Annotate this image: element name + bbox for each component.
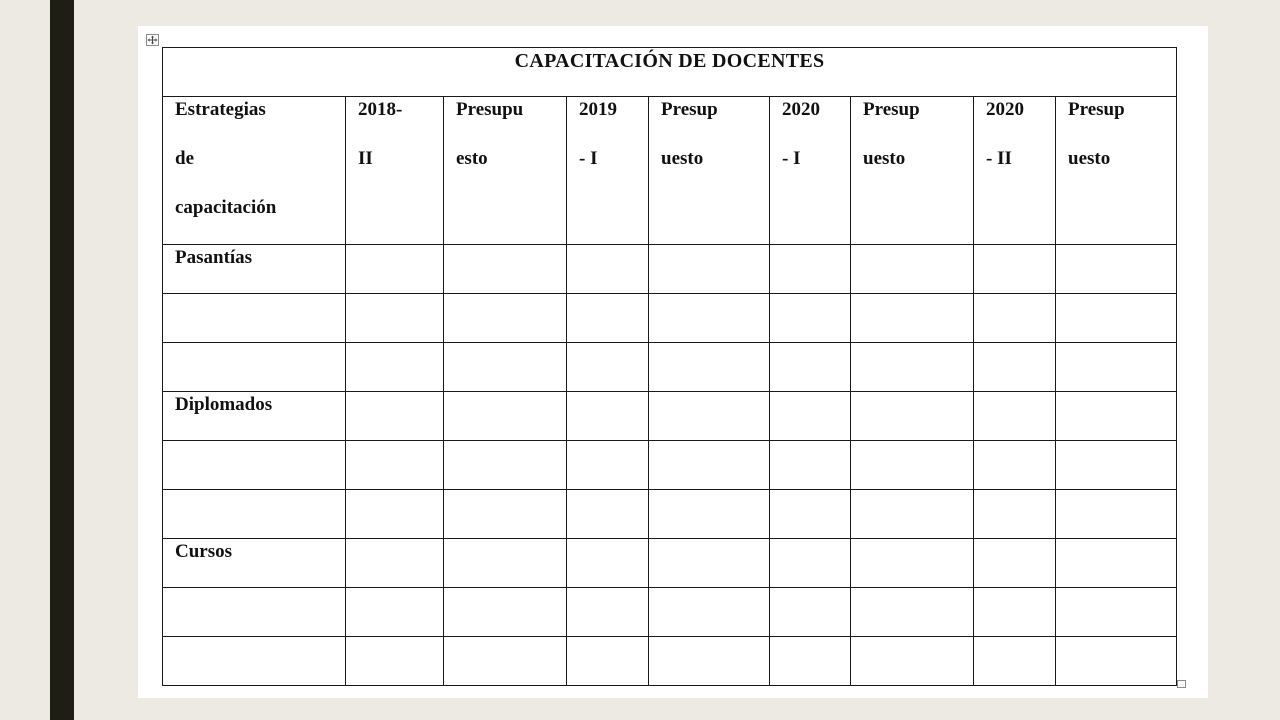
- table-cell[interactable]: [346, 294, 444, 343]
- title-row: [163, 48, 1177, 97]
- table-cell[interactable]: [1056, 294, 1177, 343]
- table-cell[interactable]: [567, 588, 649, 637]
- table-cell[interactable]: [444, 343, 567, 392]
- table-row: [163, 245, 1177, 294]
- table-cell[interactable]: [1056, 588, 1177, 637]
- table-cell[interactable]: [444, 539, 567, 588]
- column-header[interactable]: [974, 97, 1056, 245]
- table-title: CAPACITACIÓN DE DOCENTES: [163, 48, 1177, 97]
- row-label-cell[interactable]: [163, 588, 346, 637]
- table-cell[interactable]: [1056, 637, 1177, 686]
- table-cell[interactable]: [567, 343, 649, 392]
- table-row: [163, 588, 1177, 637]
- table-cell[interactable]: [567, 637, 649, 686]
- table-cell[interactable]: [974, 539, 1056, 588]
- table-row: [163, 294, 1177, 343]
- table-cell[interactable]: [649, 245, 770, 294]
- table-cell[interactable]: [346, 343, 444, 392]
- table-row: [163, 490, 1177, 539]
- table-cell[interactable]: [346, 441, 444, 490]
- table-cell[interactable]: [974, 294, 1056, 343]
- column-header-line: - I: [579, 148, 598, 169]
- table-cell[interactable]: [974, 588, 1056, 637]
- table-cell[interactable]: [974, 392, 1056, 441]
- column-header-line: Presup: [661, 99, 718, 120]
- table-cell[interactable]: [567, 245, 649, 294]
- column-header-line: II: [358, 148, 373, 169]
- table-cell[interactable]: [770, 441, 851, 490]
- column-header-line: Presup: [1068, 99, 1125, 120]
- table-cell[interactable]: [974, 441, 1056, 490]
- table-cell[interactable]: [974, 490, 1056, 539]
- column-header-line: - I: [782, 148, 801, 169]
- table-cell[interactable]: [346, 392, 444, 441]
- table-cell[interactable]: [444, 294, 567, 343]
- table-cell[interactable]: [770, 343, 851, 392]
- table-cell[interactable]: [851, 637, 974, 686]
- table-cell[interactable]: [346, 245, 444, 294]
- table-cell[interactable]: [770, 490, 851, 539]
- left-accent-bar: [50, 0, 74, 720]
- table-cell[interactable]: [649, 539, 770, 588]
- table-row: [163, 392, 1177, 441]
- column-header-line: Presup: [863, 99, 920, 120]
- table-move-icon[interactable]: [146, 34, 159, 46]
- table-cell[interactable]: [770, 294, 851, 343]
- table-row: [163, 441, 1177, 490]
- table-cell[interactable]: [851, 343, 974, 392]
- row-label-cell[interactable]: Pasantías: [163, 245, 346, 294]
- header-row: [163, 97, 1177, 245]
- table-cell[interactable]: [649, 392, 770, 441]
- table-cell[interactable]: [567, 490, 649, 539]
- table-cell[interactable]: [770, 539, 851, 588]
- table-cell[interactable]: [1056, 343, 1177, 392]
- column-header-line: Estrategias: [175, 99, 266, 120]
- column-header-line: uesto: [661, 148, 704, 169]
- table-cell[interactable]: [346, 637, 444, 686]
- column-header-line: 2018-: [358, 99, 403, 120]
- table-cell[interactable]: [346, 588, 444, 637]
- table-cell[interactable]: [1056, 245, 1177, 294]
- row-label-cell[interactable]: Diplomados: [163, 392, 346, 441]
- table-cell[interactable]: [567, 392, 649, 441]
- table-resize-icon[interactable]: [1177, 680, 1186, 688]
- column-header-line: uesto: [1068, 148, 1111, 169]
- column-header[interactable]: [444, 97, 567, 245]
- column-header-line: 2019: [579, 99, 617, 120]
- table-cell[interactable]: [770, 637, 851, 686]
- table-cell[interactable]: [851, 392, 974, 441]
- column-header-line: - II: [986, 148, 1012, 169]
- row-label-cell[interactable]: [163, 637, 346, 686]
- table-cell[interactable]: [649, 490, 770, 539]
- table-cell[interactable]: [649, 441, 770, 490]
- table-cell[interactable]: [567, 539, 649, 588]
- column-header-line: Presupu: [456, 99, 524, 120]
- column-header-line: esto: [456, 148, 488, 169]
- column-header-line: de: [175, 148, 194, 169]
- table-cell[interactable]: [444, 637, 567, 686]
- table-cell[interactable]: [770, 245, 851, 294]
- table-cell[interactable]: [851, 294, 974, 343]
- table-cell[interactable]: [444, 245, 567, 294]
- table-cell[interactable]: [649, 343, 770, 392]
- table-cell[interactable]: [1056, 539, 1177, 588]
- row-label-cell[interactable]: [163, 441, 346, 490]
- table-cell[interactable]: [974, 245, 1056, 294]
- column-header[interactable]: [851, 97, 974, 245]
- table-cell[interactable]: [444, 441, 567, 490]
- column-header[interactable]: [1056, 97, 1177, 245]
- table-row: [163, 343, 1177, 392]
- row-label-cell[interactable]: [163, 343, 346, 392]
- column-header-line: 2020: [986, 99, 1024, 120]
- table-cell[interactable]: [851, 490, 974, 539]
- column-header[interactable]: [649, 97, 770, 245]
- training-table: [162, 47, 1177, 686]
- table-cell[interactable]: [649, 588, 770, 637]
- table-cell[interactable]: [444, 392, 567, 441]
- table-cell[interactable]: [444, 490, 567, 539]
- column-header-line: uesto: [863, 148, 906, 169]
- column-header[interactable]: [567, 97, 649, 245]
- table-cell[interactable]: [649, 294, 770, 343]
- table-cell[interactable]: [346, 539, 444, 588]
- column-header[interactable]: [346, 97, 444, 245]
- row-label-cell[interactable]: Cursos: [163, 539, 346, 588]
- column-header[interactable]: [163, 97, 346, 245]
- table-cell[interactable]: [851, 245, 974, 294]
- table-row: [163, 539, 1177, 588]
- table-cell[interactable]: [851, 588, 974, 637]
- table-cell[interactable]: [851, 539, 974, 588]
- table-cell[interactable]: [567, 441, 649, 490]
- table-cell[interactable]: [851, 441, 974, 490]
- table-cell[interactable]: [770, 588, 851, 637]
- row-label-cell[interactable]: [163, 490, 346, 539]
- table-cell[interactable]: [770, 392, 851, 441]
- table-cell[interactable]: [1056, 490, 1177, 539]
- column-header[interactable]: [770, 97, 851, 245]
- table-cell[interactable]: [1056, 392, 1177, 441]
- column-header-line: capacitación: [175, 197, 277, 218]
- table-cell[interactable]: [1056, 441, 1177, 490]
- table-cell[interactable]: [649, 637, 770, 686]
- table-cell[interactable]: [974, 343, 1056, 392]
- column-header-line: 2020: [782, 99, 820, 120]
- row-label-cell[interactable]: [163, 294, 346, 343]
- table-row: [163, 637, 1177, 686]
- table-cell[interactable]: [974, 637, 1056, 686]
- table-cell[interactable]: [444, 588, 567, 637]
- table-cell[interactable]: [346, 490, 444, 539]
- table-cell[interactable]: [567, 294, 649, 343]
